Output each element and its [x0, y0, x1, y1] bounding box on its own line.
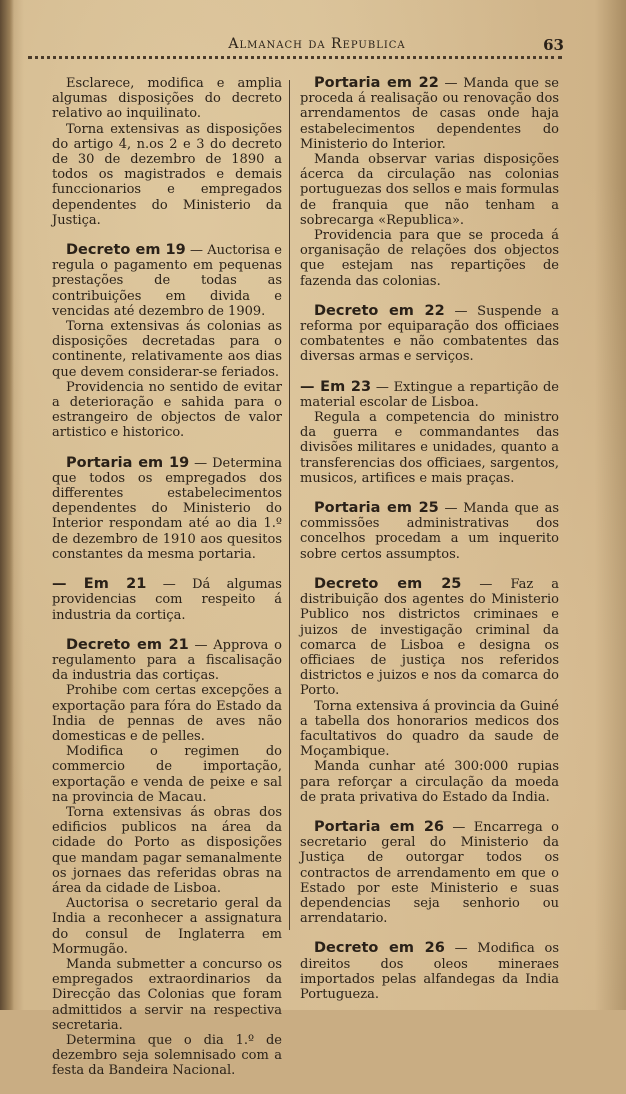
entry-paragraph: Torna extensivas as disposições do artigo 4, n.os 2 e 3 do decreto de 30 de dezembro de 1890 a todos os magistrados e demais funccionarios e empregados dependentes do Ministerio da Justiça. — [52, 121, 282, 228]
entry-paragraph: Manda observar varias disposições ácerca da circulação nas colonias portuguezas dos sellos e mais formulas de franquia que não tenham a sobrecarga «Republica». — [300, 152, 560, 228]
decree-entry — [52, 456, 282, 562]
binding-gutter — [0, 0, 14, 1010]
decree-entry — [52, 577, 282, 623]
entry-lead-text: — Faz a distribuição dos agentes do Ministerio Publico nos districtos criminaes e juizos de investigação criminal da comarca de Lisboa e designa os officiaes de justiça nos referidos districtos e juizos e nos da comarca do Porto. — [300, 576, 559, 699]
entry-heading: — Em 23 — [300, 378, 372, 395]
page-header — [26, 36, 564, 60]
entry-heading: Decreto em 21 — [66, 636, 189, 653]
column-divider — [289, 80, 290, 930]
entry-paragraph: Esclarece, modifica e amplia algumas disposições do decreto relativo ao inquilinato. — [52, 76, 282, 122]
decree-entry — [52, 638, 282, 1079]
entry-lead-text: — Dá algumas providencias com respeito á industria da cortiça. — [52, 577, 282, 623]
entry-paragraph: Torna extensiva á provincia da Guiné a tabella dos honorarios medicos dos facultativos do quadro da saude de Moçambique. — [300, 698, 559, 760]
decree-entry — [300, 941, 559, 1002]
entry-lead-text: — Suspende a reforma por equiparação dos officiaes combatentes e não combatentes das diversas armas e serviços. — [300, 303, 559, 365]
entry-lead-text: — Manda que as commissões administrativas dos concelhos procedam a um inquerito sobre certos assumptos. — [300, 501, 559, 562]
entry-heading: Decreto em 26 — [314, 940, 445, 957]
running-title: Almanach da Republica — [228, 36, 406, 52]
entry-paragraph: Determina que o dia 1.º de dezembro seja solemnisado com a festa da Bandeira Nacional. — [52, 1032, 282, 1079]
entry-lead-text: — Manda que se proceda á realisação ou renovação dos arrendamentos de casas onde haja estabelecimentos dependentes do Ministerio do Interior. — [300, 76, 559, 152]
decree-entry — [52, 243, 282, 441]
entry-paragraph: Regula a competencia do ministro da guerra e commandantes das divisões militares e unidades, quanto a transferencias dos officiaes, sargentos, musicos, artifices e mais praças. — [300, 410, 559, 486]
decree-entry — [300, 577, 559, 805]
decree-entry — [300, 76, 559, 289]
entry-heading: — Em 21 — [52, 576, 147, 593]
right-column — [300, 76, 559, 1017]
entry-paragraph: Prohibe com certas excepções a exportação para fóra do Estado da India de pennas de aves não domesticas e de pelles. — [52, 683, 282, 744]
entry-paragraph: Torna extensivas ás colonias as disposições decretadas para o continente, relativamente aos dias que devem considerar-se feriados. — [52, 319, 282, 380]
entry-heading: Decreto em 22 — [314, 302, 445, 319]
page-number: 63 — [543, 36, 564, 54]
decree-entry — [300, 820, 559, 926]
entry-paragraph: Providencia para que se proceda á organisação de relações dos objectos que estejam nas repartições de fazenda das colonias. — [300, 228, 559, 289]
entry-heading: Portaria em 19 — [66, 454, 190, 471]
entry-lead-text: — Approva o regulamento para a fiscalisação da industria das cortiças. — [52, 637, 283, 684]
entry-lead-text: — Encarrega o secretario geral do Ministerio da Justiça de outorgar todos os contractos de arrendamento em que o Estado por este Ministerio e suas dependencias seja senhorio ou arrendatario. — [300, 819, 559, 927]
entry-paragraph: Manda submetter a concurso os empregados extraordinarios da Direcção das Colonias que foram admittidos a servir na respectiva secretaria. — [52, 956, 282, 1033]
entry-heading: Portaria em 26 — [314, 818, 445, 835]
entry-lead-text: — Auctorisa e regula o pagamento em pequenas prestações de todas as contribuições em divida e vencidas até dezembro de 1909. — [52, 243, 283, 319]
entry-heading: Decreto em 19 — [66, 242, 186, 259]
entry-paragraph: Providencia no sentido de evitar a deterioração e sahida para o estrangeiro de objectos de valor artistico e historico. — [52, 379, 282, 441]
decree-entry — [52, 76, 282, 228]
entry-lead-text: — Extingue a repartição de material escolar de Lisboa. — [300, 379, 559, 410]
entry-heading: Portaria em 25 — [314, 500, 439, 517]
entry-heading: Portaria em 22 — [314, 75, 439, 91]
header-rule — [28, 56, 562, 59]
entry-lead-text: — Modifica os direitos dos oleos mineraes importados pelas alfandegas da India Portugueza. — [300, 941, 559, 1002]
decree-entry — [300, 501, 559, 562]
entry-heading: Decreto em 25 — [314, 575, 462, 592]
entry-paragraph: Auctorisa o secretario geral da India a reconhecer a assignatura do consul de Inglaterra em Mormugão. — [52, 896, 282, 957]
decree-entry — [300, 380, 559, 486]
left-column — [52, 76, 282, 1094]
entry-paragraph: Manda cunhar até 300:000 rupias para reforçar a circulação da moeda de prata privativa do Estado da India. — [300, 759, 559, 805]
decree-entry — [300, 304, 559, 365]
entry-lead-text: — Determina que todos os empregados dos differentes estabelecimentos dependentes do Ministerio do Interior respondam até ao dia 1.º de dezembro de 1910 aos quesitos constantes da mesma portaria. — [52, 455, 282, 562]
entry-paragraph: Modifica o regimen do commercio de importação, exportação e venda de peixe e sal na provincia de Macau. — [52, 744, 282, 805]
entry-paragraph: Torna extensivas ás obras dos edificios publicos na área da cidade do Porto as disposições que mandam pagar semanalmente os jornaes das referidas obras na área da cidade de Lisboa. — [52, 804, 282, 896]
